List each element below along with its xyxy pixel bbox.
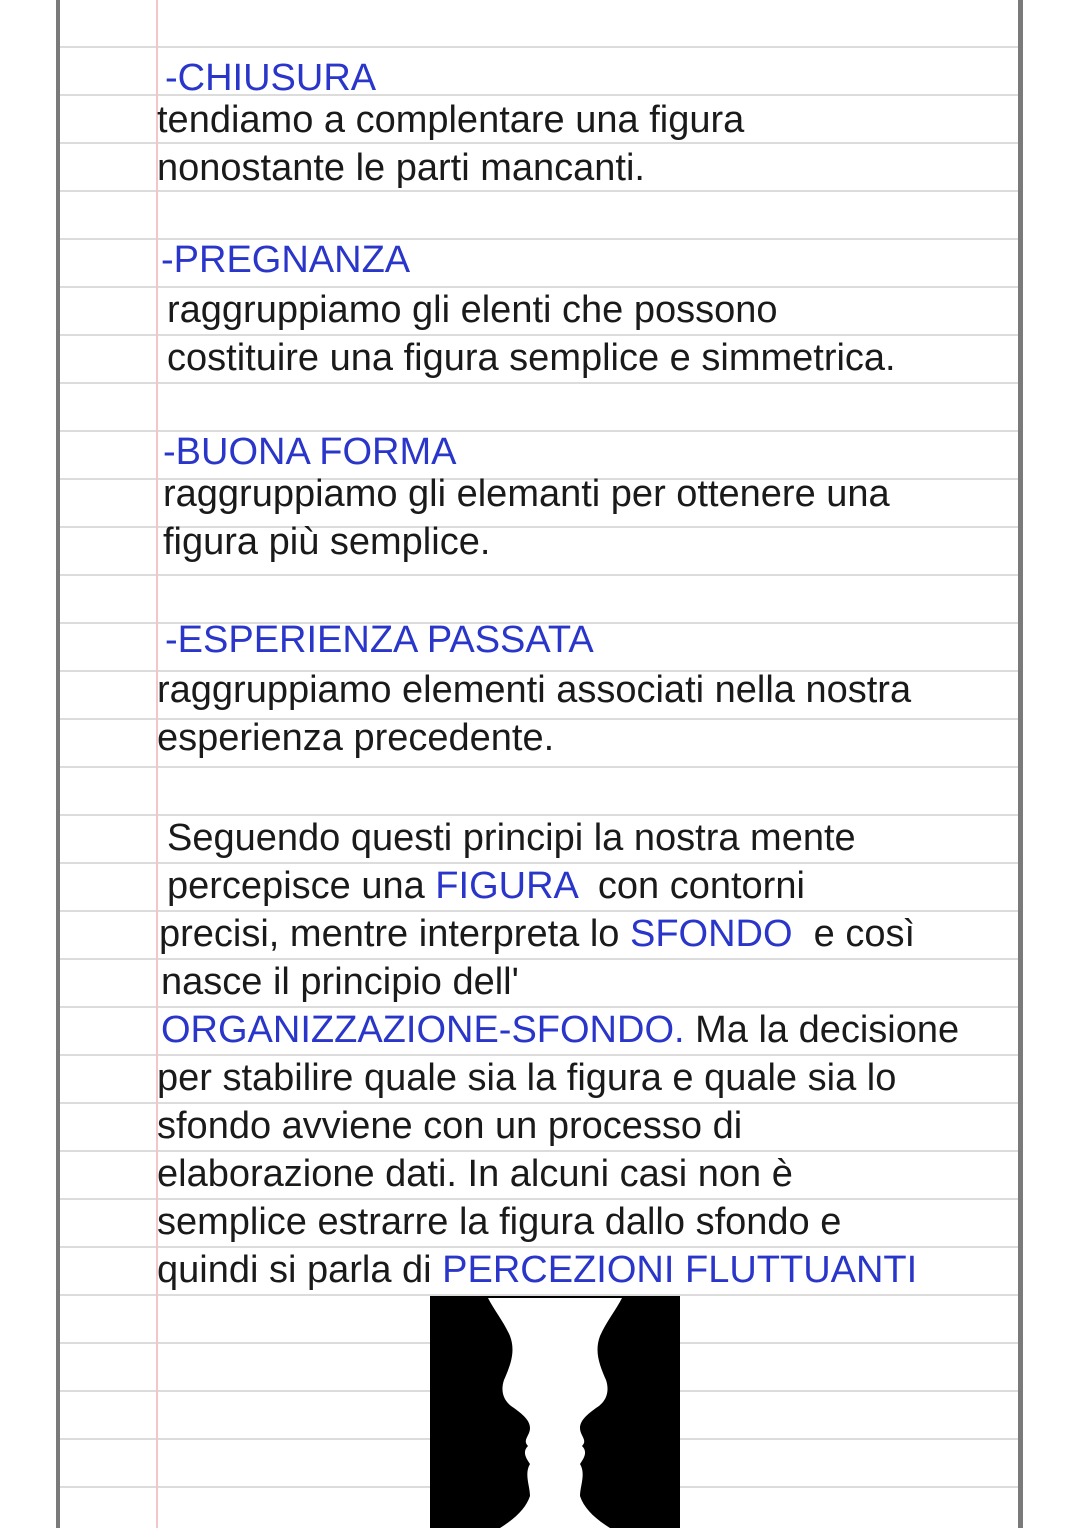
paragraph-line [157, 1198, 1017, 1246]
paragraph-line [157, 1246, 1017, 1294]
paragraph-text: nasce il principio dell' [161, 961, 519, 1003]
paragraph-line [157, 862, 1017, 910]
page-left-border [56, 0, 60, 1528]
rubin-vase-svg [430, 1296, 680, 1528]
section-text-line: tendiamo a complentare una figura [157, 99, 745, 141]
section-text-line: esperienza precedente. [157, 717, 555, 759]
paragraph-text: elaborazione dati. In alcuni casi non è [157, 1153, 793, 1195]
page-right-border [1018, 0, 1023, 1528]
section-text-line: costituire una figura semplice e simmetrica. [167, 337, 896, 379]
figure-ground-paragraph [157, 814, 1017, 1294]
section-text-line: nonostante le parti mancanti. [157, 147, 645, 189]
section-esperienza-passata [157, 616, 1017, 762]
paragraph-text: quindi si parla di [157, 1249, 443, 1291]
section-chiusura [157, 54, 1017, 192]
paragraph-line [157, 1054, 1017, 1102]
section-heading: -PREGNANZA [161, 239, 411, 281]
paragraph-line [157, 1006, 1017, 1054]
paragraph-text: Seguendo questi principi la nostra mente [167, 817, 856, 859]
section-text-line: raggruppiamo gli elemanti per ottenere una [163, 473, 890, 515]
paragraph-text: per stabilire quale sia la figura e quale sia lo [157, 1057, 897, 1099]
paragraph-line [157, 1150, 1017, 1198]
section-text-line: raggruppiamo gli elenti che possono [167, 289, 778, 331]
section-heading: -ESPERIENZA PASSATA [165, 619, 594, 661]
paragraph-text: Ma la decisione [684, 1009, 960, 1051]
paragraph-text: e così [792, 913, 916, 955]
paragraph-line [157, 1102, 1017, 1150]
paragraph-text: percepisce una [167, 865, 436, 907]
margin-line [156, 0, 158, 1528]
paragraph-line [157, 814, 1017, 862]
paragraph-text: semplice estrarre la figura dallo sfondo e [157, 1201, 842, 1243]
paragraph-line [157, 958, 1017, 1006]
term-figura: FIGURA [435, 865, 577, 907]
section-buona-forma [157, 428, 1017, 566]
paragraph-text: con contorni [576, 865, 805, 907]
term-sfondo: SFONDO [629, 913, 793, 955]
section-text-line: figura più semplice. [163, 521, 491, 563]
paragraph-text: sfondo avviene con un processo di [157, 1105, 743, 1147]
rubin-vase-faces-icon [430, 1296, 680, 1528]
paragraph-line [157, 910, 1017, 958]
section-heading: -CHIUSURA [165, 57, 377, 99]
section-heading: -BUONA FORMA [163, 431, 457, 473]
term-organizzazione-sfondo: ORGANIZZAZIONE-SFONDO. [161, 1009, 685, 1051]
paragraph-text: precisi, mentre interpreta lo [159, 913, 630, 955]
section-pregnanza [157, 236, 1017, 382]
section-text-line: raggruppiamo elementi associati nella nostra [157, 669, 912, 711]
term-percezioni-fluttuanti: PERCEZIONI FLUTTUANTI [442, 1249, 918, 1291]
